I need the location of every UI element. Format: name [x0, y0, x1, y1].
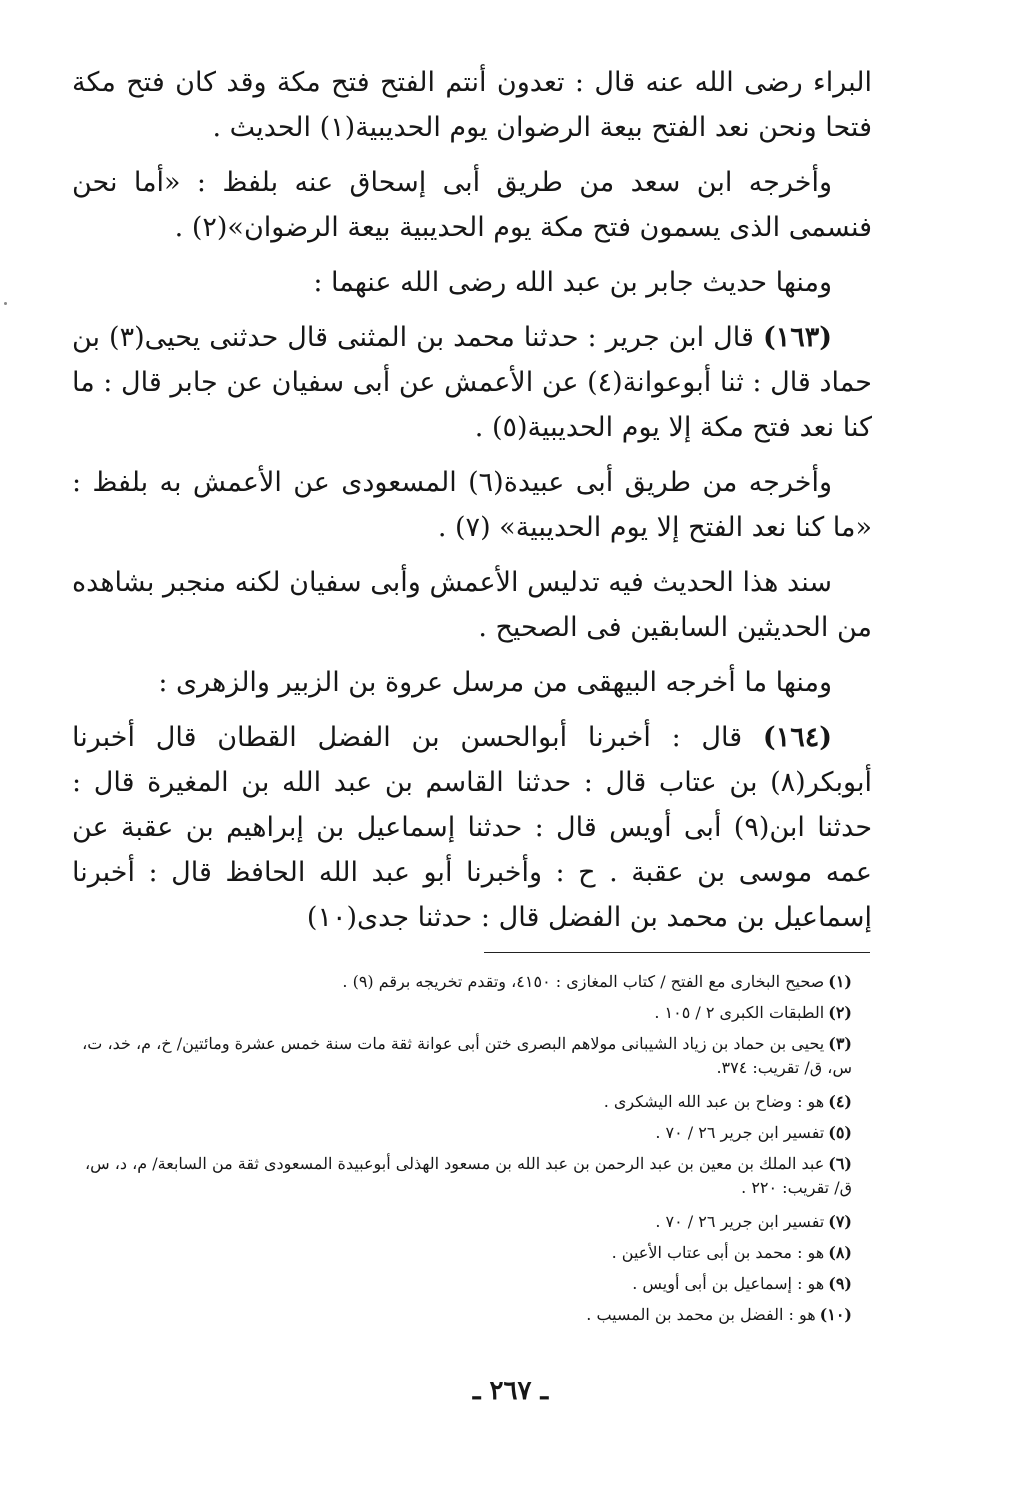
footnote-number: (١): [828, 972, 852, 991]
hadith-number-163: (١٦٣): [762, 322, 833, 353]
paragraph-164: [72, 715, 872, 940]
footnotes: [82, 966, 852, 1330]
paragraph-6: سند هذا الحديث فيه تدليس الأعمش وأبى سفيان لكنه منجبر بشاهده من الحديثين السابقين فى الصحيح .: [72, 567, 872, 643]
paragraph-5: وأخرجه من طريق أبى عبيدة(٦) المسعودى عن الأعمش به بلفظ : «ما كنا نعد الفتح إلا يوم الحديبية» (٧) .: [72, 467, 872, 543]
footnote-1: [82, 966, 852, 997]
paragraph-163: [72, 315, 872, 450]
hadith-number-164: (١٦٤): [762, 722, 832, 753]
footnote-4: [82, 1086, 852, 1117]
paragraph-1: البراء رضى الله عنه قال : تعدون أنتم الفتح فتح مكة وقد كان فتح مكة فتحا ونحن نعد الفتح بيعة الرضوان يوم الحديبية(١) الحديث .: [72, 67, 872, 143]
footnote-number: (٩): [828, 1274, 852, 1293]
margin-dot: [4, 302, 7, 305]
footnote-number: (٤): [828, 1092, 852, 1111]
paragraph-7: ومنها ما أخرجه البيهقى من مرسل عروة بن الزبير والزهرى :: [158, 667, 832, 698]
footnote-number: (١٠): [819, 1305, 852, 1324]
main-text: [72, 60, 872, 950]
hadith-164-text: قال : أخبرنا أبوالحسن بن الفضل القطان قال أخبرنا أبوبكر(٨) بن عتاب قال : حدثنا القاسم بن عبد الله بن المغيرة قال : حدثنا ابن(٩) أبى أويس قال : حدثنا إسماعيل بن إبراهيم بن عقبة عن عمه موسى بن عقبة . ح : وأخبرنا أبو عبد الله الحافظ قال : أخبرنا إسماعيل بن محمد بن الفضل قال : حدثنا جدى(١٠): [72, 722, 873, 933]
footnote-text: يحيى بن حماد بن زياد الشيبانى مولاهم البصرى ختن أبى عوانة ثقة مات سنة خمس عشرة ومائتين/ خ، م، خد، ت، س، ق/ تقريب: ٣٧٤.: [82, 1034, 852, 1077]
footnote-6: [82, 1152, 852, 1200]
paragraph-2: وأخرجه ابن سعد من طريق أبى إسحاق عنه بلفظ : «أما نحن فنسمى الذى يسمون فتح مكة يوم الحديبية بيعة الرضوان»(٢) .: [72, 167, 872, 243]
footnote-separator: [484, 952, 870, 953]
footnote-number: (٣): [828, 1034, 852, 1053]
hadith-163-text: قال ابن جرير : حدثنا محمد بن المثنى قال حدثنى يحيى(٣) بن حماد قال : ثنا أبوعوانة(٤) عن الأعمش عن أبى سفيان عن جابر قال : ما كنا نعد فتح مكة إلا يوم الحديبية(٥) .: [72, 322, 872, 443]
footnote-8: [82, 1237, 852, 1268]
footnote-text: هو : وضاح بن عبد الله اليشكرى .: [603, 1092, 825, 1111]
footnote-number: (٥): [828, 1123, 852, 1142]
footnote-text: عبد الملك بن معين بن عبد الرحمن بن عبد الله بن مسعود الهذلى أبوعبيدة المسعودى ثقة من السابعة/ م، د، س، ق/ تقريب: ٢٢٠ .: [84, 1154, 852, 1197]
footnote-number: (٢): [828, 1003, 852, 1022]
footnote-10: [82, 1299, 852, 1330]
footnote-number: (٧): [828, 1212, 852, 1231]
footnote-text: صحيح البخارى مع الفتح / كتاب المغازى : ٤١٥٠، وتقدم تخريجه برقم (٩) .: [342, 972, 825, 991]
footnote-3: [82, 1032, 852, 1080]
footnote-7: [82, 1206, 852, 1237]
page-number: ـ ٢٦٧ ـ: [472, 1376, 549, 1406]
footnote-9: [82, 1268, 852, 1299]
footnote-number: (٨): [828, 1243, 852, 1262]
footnote-text: تفسير ابن جرير ٢٦ / ٧٠ .: [655, 1212, 825, 1231]
footnote-5: [82, 1117, 852, 1148]
footnote-text: هو : إسماعيل بن أبى أويس .: [632, 1274, 825, 1293]
paragraph-3: ومنها حديث جابر بن عبد الله رضى الله عنهما :: [313, 267, 832, 298]
footnote-text: تفسير ابن جرير ٢٦ / ٧٠ .: [655, 1123, 825, 1142]
footnote-number: (٦): [828, 1154, 852, 1173]
footnote-text: الطبقات الكبرى ٢ / ١٠٥ .: [654, 1003, 825, 1022]
footnote-text: هو : محمد بن أبى عتاب الأعين .: [611, 1243, 825, 1262]
footnote-2: [82, 997, 852, 1028]
footnote-text: هو : الفضل بن محمد بن المسيب .: [586, 1305, 816, 1324]
